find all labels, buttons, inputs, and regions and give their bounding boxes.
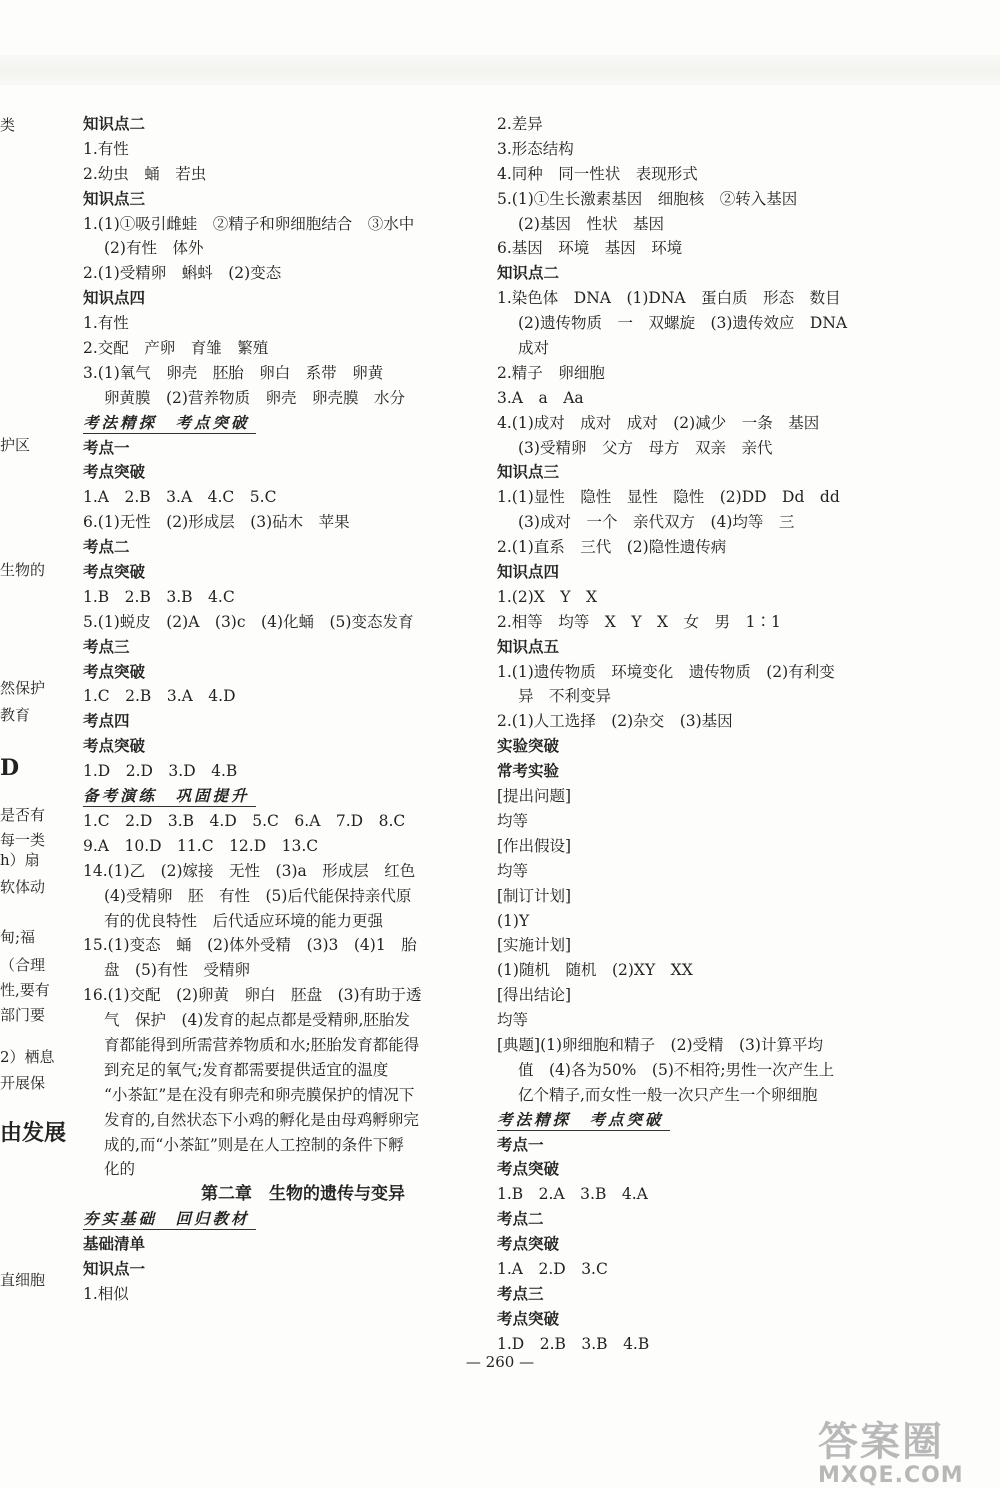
answer-line: (1)Y xyxy=(497,911,530,930)
answer-line: 2.差异 xyxy=(497,115,543,133)
answer-line: 均等 xyxy=(497,811,529,830)
edge-fragment: 类 xyxy=(0,116,16,134)
section-heading: 知识点四 xyxy=(83,288,146,308)
answer-line: [提出问题] xyxy=(497,787,572,806)
answer-line: 1.A 2.B 3.A 4.C 5.C xyxy=(83,488,277,507)
answer-line: 2.交配 产卵 育雏 繁殖 xyxy=(83,339,269,358)
answer-line: [得出结论] xyxy=(497,986,572,1005)
answer-line: 2.幼虫 蛹 若虫 xyxy=(83,164,207,183)
answer-line: 4.(1)成对 成对 成对 (2)减少 一条 基因 xyxy=(497,413,820,432)
answer-line: (2)遗传物质 一 双螺旋 (3)遗传效应 DNA xyxy=(518,314,848,333)
answer-line: 5.(1)①生长激素基因 细胞核 ②转入基因 xyxy=(497,189,798,208)
section-heading: 知识点三 xyxy=(83,188,146,208)
edge-fragment: （合理 xyxy=(0,956,46,974)
section-banner xyxy=(83,784,483,809)
section-banner-label: 考法精探 考点突破 xyxy=(497,1110,670,1131)
answer-line: 14.(1)乙 (2)嫁接 无性 (3)a 形成层 红色 xyxy=(83,861,416,880)
answer-line: 2.(1)受精卵 蝌蚪 (2)变态 xyxy=(83,264,282,283)
watermark-logo xyxy=(818,1410,964,1488)
answer-line: (3)受精卵 父方 母方 双亲 亲代 xyxy=(518,438,773,457)
answer-line: 1.有性 xyxy=(83,139,129,158)
watermark-text: 答案圈 xyxy=(818,1419,944,1465)
answer-line: 均等 xyxy=(497,1011,529,1030)
edge-fragment: D xyxy=(0,755,20,781)
answer-line: 1.有性 xyxy=(83,314,129,333)
edge-fragment: 2）栖息 xyxy=(0,1048,55,1066)
previous-page-edge xyxy=(0,105,75,1305)
answer-line: 1.C 2.B 3.A 4.D xyxy=(83,687,236,706)
edge-fragment: 性,要有 xyxy=(0,981,50,999)
answer-line: 9.A 10.D 11.C 12.D 13.C xyxy=(83,836,319,855)
answer-line: 2.(1)人工选择 (2)杂交 (3)基因 xyxy=(497,712,733,731)
answer-line: [典题](1)卵细胞和精子 (2)受精 (3)计算平均 xyxy=(497,1035,823,1054)
section-heading: 知识点五 xyxy=(497,636,560,656)
answer-line: 1.(1)显性 隐性 显性 隐性 (2)DD Dd dd xyxy=(497,488,840,507)
answer-line: (2)有性 体外 xyxy=(104,239,204,258)
answer-line: (1)随机 随机 (2)XY XX xyxy=(497,961,693,980)
answer-line: 气 保护 (4)发育的起点都是受精卵,胚胎发 xyxy=(104,1011,410,1030)
section-heading: 考点一 xyxy=(83,437,130,457)
answer-line: 到充足的氧气;发育都需要提供适宜的温度 xyxy=(104,1060,389,1079)
edge-fragment: 护区 xyxy=(0,436,31,454)
section-heading: 知识点二 xyxy=(497,263,560,283)
section-banner xyxy=(83,1207,483,1232)
answer-line: 异 不利变异 xyxy=(518,687,612,706)
section-heading: 考点突破 xyxy=(497,1159,560,1179)
answer-line: 2.精子 卵细胞 xyxy=(497,363,605,382)
answer-line: 亿个精子,而女性一般一次只产生一个卵细胞 xyxy=(518,1085,818,1104)
edge-fragment: 然保护 xyxy=(0,679,46,697)
section-heading: 考点二 xyxy=(83,537,130,557)
section-heading: 考点一 xyxy=(497,1134,544,1154)
section-heading: 考点二 xyxy=(497,1209,544,1229)
edge-fragment: 开展保 xyxy=(0,1074,46,1092)
section-banner-label: 夯实基础 回归教材 xyxy=(83,1209,256,1230)
section-heading: 基础清单 xyxy=(83,1234,146,1254)
edge-fragment: 生物的 xyxy=(0,561,46,579)
answer-line: [制订计划] xyxy=(497,886,572,905)
answer-line: 1.B 2.B 3.B 4.C xyxy=(83,587,235,606)
answer-line: 3.(1)氧气 卵壳 胚胎 卵白 系带 卵黄 xyxy=(83,363,384,382)
answer-line: 4.同种 同一性状 表现形式 xyxy=(497,164,698,183)
answer-line: 1.C 2.D 3.B 4.D 5.C 6.A 7.D 8.C xyxy=(83,811,406,830)
section-banner xyxy=(83,411,483,436)
answer-line: 15.(1)变态 蛹 (2)体外受精 (3)3 (4)1 胎 xyxy=(83,936,417,955)
section-heading: 考点三 xyxy=(497,1283,544,1303)
answer-line: 1.染色体 DNA (1)DNA 蛋白质 形态 数目 xyxy=(497,289,841,308)
edge-fragment: 由发展 xyxy=(0,1120,67,1146)
section-heading: 知识点三 xyxy=(497,462,560,482)
answer-line: 1.A 2.D 3.C xyxy=(497,1259,608,1278)
answer-line: 1.B 2.A 3.B 4.A xyxy=(497,1185,648,1204)
scan-top-band xyxy=(0,55,1000,85)
answer-line: 6.基因 环境 基因 环境 xyxy=(497,239,683,258)
watermark-url: MXQE.COM xyxy=(818,1463,964,1488)
left-column xyxy=(83,112,483,1307)
edge-fragment: 部门要 xyxy=(0,1006,46,1024)
answer-line: [实施计划] xyxy=(497,936,572,955)
answer-line: 16.(1)交配 (2)卵黄 卵白 胚盘 (3)有助于透 xyxy=(83,986,422,1005)
edge-fragment: 是否有 xyxy=(0,806,46,824)
answer-line: 化的 xyxy=(104,1160,136,1179)
answer-line: “小茶缸”是在没有卵壳和卵壳膜保护的情况下 xyxy=(104,1085,415,1104)
answer-line: 发育的,自然状态下小鸡的孵化是由母鸡孵卵完 xyxy=(104,1110,419,1129)
answer-line: 5.(1)蜕皮 (2)A (3)c (4)化蛹 (5)变态发育 xyxy=(83,612,414,631)
section-heading: 考点突破 xyxy=(83,661,146,681)
answer-line: (4)受精卵 胚 有性 (5)后代能保持亲代原 xyxy=(104,886,412,905)
edge-fragment: 每一类 xyxy=(0,831,46,849)
section-heading: 考点突破 xyxy=(497,1234,560,1254)
answer-line: 盘 (5)有性 受精卵 xyxy=(104,961,250,980)
answer-line: 1.D 2.B 3.B 4.B xyxy=(497,1334,650,1353)
edge-fragment: 软体动 xyxy=(0,878,46,896)
answer-line: 1.(2)X Y X xyxy=(497,587,598,606)
answer-line: 成对 xyxy=(518,339,550,358)
section-heading: 常考实验 xyxy=(497,761,560,781)
answer-line: 值 (4)各为50% (5)不相符;男性一次产生上 xyxy=(518,1060,835,1079)
answer-line: 3.形态结构 xyxy=(497,139,574,158)
edge-fragment: h）扇 xyxy=(0,851,40,869)
right-column xyxy=(497,112,897,1357)
page-number: — 260 — xyxy=(465,1353,535,1371)
edge-fragment: 直细胞 xyxy=(0,1271,46,1289)
answer-line: 卵黄膜 (2)营养物质 卵壳 卵壳膜 水分 xyxy=(104,388,405,407)
answer-line: 1.D 2.D 3.D 4.B xyxy=(83,762,238,781)
answer-line: 1.(1)①吸引雌蛙 ②精子和卵细胞结合 ③水中 xyxy=(83,214,415,233)
section-heading: 知识点二 xyxy=(83,114,146,133)
section-heading: 考点四 xyxy=(83,711,130,731)
answer-line: (3)成对 一个 亲代双方 (4)均等 三 xyxy=(518,513,795,532)
section-heading: 知识点一 xyxy=(83,1258,146,1278)
answer-line: 1.(1)遗传物质 环境变化 遗传物质 (2)有利变 xyxy=(497,662,835,681)
edge-fragment: 教育 xyxy=(0,706,31,724)
answer-line: 育都能得到所需营养物质和水;胚胎发育都能得 xyxy=(104,1035,420,1054)
answer-line: [作出假设] xyxy=(497,836,572,855)
chapter-title: 第二章 生物的遗传与变异 xyxy=(201,1184,405,1205)
answer-line: 成的,而“小茶缸”则是在人工控制的条件下孵 xyxy=(104,1135,404,1154)
answer-line: (2)基因 性状 基因 xyxy=(518,214,664,233)
section-heading: 考点突破 xyxy=(497,1308,560,1328)
answer-line: 6.(1)无性 (2)形成层 (3)砧木 苹果 xyxy=(83,513,350,532)
answer-line: 2.相等 均等 X Y X 女 男 1∶1 xyxy=(497,612,781,631)
section-heading: 考点突破 xyxy=(83,462,146,482)
answer-line: 有的优良特性 后代适应环境的能力更强 xyxy=(104,911,384,930)
section-banner xyxy=(497,1108,897,1133)
section-heading: 知识点四 xyxy=(497,562,560,582)
section-banner-label: 备考演练 巩固提升 xyxy=(83,786,256,807)
answer-line: 3.A a Aa xyxy=(497,388,584,407)
answer-line: 2.(1)直系 三代 (2)隐性遗传病 xyxy=(497,538,727,557)
section-heading: 考点突破 xyxy=(83,562,146,582)
section-banner-label: 考法精探 考点突破 xyxy=(83,413,256,434)
section-heading: 考点突破 xyxy=(83,736,146,756)
section-heading: 考点三 xyxy=(83,636,130,656)
edge-fragment: 甸;福 xyxy=(0,928,36,946)
answer-line: 1.相似 xyxy=(83,1284,129,1303)
section-heading: 实验突破 xyxy=(497,736,560,756)
answer-line: 均等 xyxy=(497,861,529,880)
